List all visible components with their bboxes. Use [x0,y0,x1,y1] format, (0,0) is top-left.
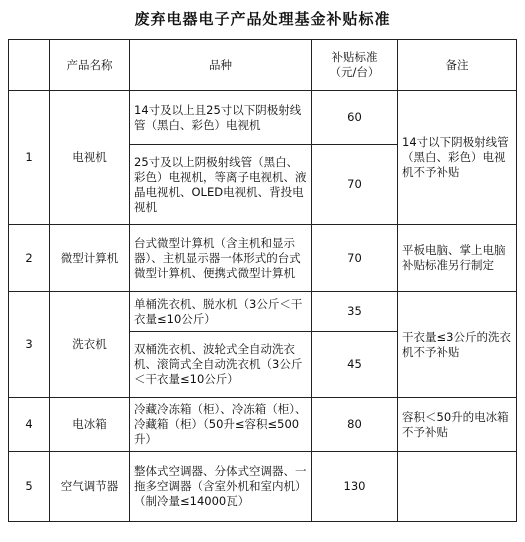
table-row [9,452,517,522]
table-row [9,225,517,292]
variety-desc: 整体式空调器、分体式空调器、一拖多空调器（含室外机和室内机）（制冷量≤14000瓦） [130,452,312,522]
product-name: 电视机 [50,91,130,225]
variety-desc: 冷藏冷冻箱（柜）、冷冻箱（柜）、冷藏箱（柜）（50升≤容积≤500升） [130,398,312,452]
page-title: 废弃电器电子产品处理基金补贴标准 [134,10,391,28]
subsidy-amount: 70 [312,225,398,292]
row-index: 4 [9,398,50,452]
note-cell: 干衣量≤3公斤的洗衣机不予补贴 [398,292,517,398]
subsidy-amount: 60 [312,91,398,145]
header-index [9,40,50,91]
product-name: 空气调节器 [50,452,130,522]
subsidy-amount: 35 [312,292,398,332]
subsidy-amount: 45 [312,332,398,398]
product-name: 电冰箱 [50,398,130,452]
note-cell: 容积＜50升的电冰箱不予补贴 [398,398,517,452]
note-cell: 平板电脑、掌上电脑补贴标准另行制定 [398,225,517,292]
table-row [9,91,517,145]
header-row [9,40,517,91]
variety-desc: 双桶洗衣机、波轮式全自动洗衣机、滚筒式全自动洗衣机（3公斤＜干衣量≤10公斤） [130,332,312,398]
subsidy-amount: 70 [312,145,398,225]
variety-desc: 14寸及以上且25寸以下阴极射线管（黑白、彩色）电视机 [130,91,312,145]
variety-desc: 台式微型计算机（含主机和显示器）、主机显示器一体形式的台式微型计算机、便携式微型计算机 [130,225,312,292]
row-index: 1 [9,91,50,225]
row-index: 2 [9,225,50,292]
variety-desc: 25寸及以上阴极射线管（黑白、彩色）电视机，等离子电视机、液晶电视机、OLED电视机、背投电视机 [130,145,312,225]
subsidy-table [8,39,517,522]
product-name: 微型计算机 [50,225,130,292]
header-product-name: 产品名称 [50,40,130,91]
product-name: 洗衣机 [50,292,130,398]
row-index: 3 [9,292,50,398]
row-index: 5 [9,452,50,522]
header-note: 备注 [398,40,517,91]
note-cell [398,452,517,522]
header-standard: 补贴标准 （元/台） [312,40,398,91]
variety-desc: 单桶洗衣机、脱水机（3公斤＜干衣量≤10公斤） [130,292,312,332]
table-row [9,398,517,452]
subsidy-amount: 80 [312,398,398,452]
table-row [9,292,517,332]
subsidy-amount: 130 [312,452,398,522]
header-variety: 品种 [130,40,312,91]
note-cell: 14寸以下阴极射线管（黑白、彩色）电视机不予补贴 [398,91,517,225]
